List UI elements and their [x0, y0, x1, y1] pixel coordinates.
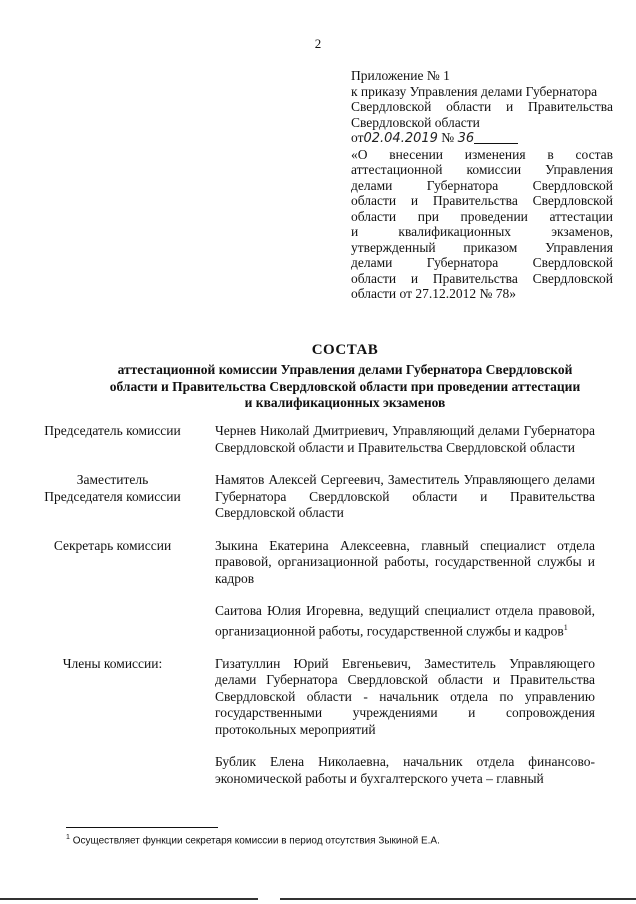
appendix-para-line: «О внесении изменения в состав [351, 146, 613, 162]
appendix-line-3: Свердловской области и Правительства [351, 99, 613, 114]
page-number: 2 [314, 36, 322, 51]
role-label: Заместитель Председателя комиссии [44, 472, 181, 504]
footnote-text: Осуществляет функции секретаря комиссии в период отсутствия Зыкиной Е.А. [72, 835, 440, 847]
footnote-mark: 1 [66, 834, 70, 841]
person-entry: Зыкина Екатерина Алексеевна, главный специалист отдела правовой, организационной работы, государственной службы и кадров [215, 537, 595, 586]
appendix-para-line: области и Правительства Свердловской [351, 193, 613, 208]
order-date-handwritten: 02.04.2019 [363, 131, 438, 146]
appendix-para-line: области при проведении аттестации [351, 208, 613, 224]
role-chairman [40, 423, 595, 456]
footnote [66, 834, 440, 846]
role-members [40, 655, 595, 788]
role-persons [215, 656, 595, 788]
scan-edge-line [280, 898, 636, 900]
role-secretary [40, 537, 595, 640]
role-label: Члены комиссии: [62, 655, 163, 671]
appendix-para-line: утвержденный приказом Управления [351, 239, 613, 255]
person-entry: Гизатуллин Юрий Евгеньевич, Заместитель Управляющего делами Губернатора Свердловской области и Правительства Свердловской области - начальник отдела по управлению государственными учреждениями и сопровождения протокольных мероприятий [215, 655, 595, 737]
appendix-title: Приложение № 1 [351, 68, 450, 83]
appendix-para-line: области и Правительства Свердловской [351, 270, 613, 286]
order-number-handwritten: 36 [457, 131, 475, 146]
appendix-order-ref: к приказу Управления делами Губернатора [351, 83, 598, 99]
role-persons [215, 472, 595, 522]
appendix-para-line: делами Губернатора Свердловской [351, 177, 613, 193]
document-subtitle-line: и квалификационных экзаменов [244, 395, 446, 410]
person-entry: Чернев Николай Дмитриевич, Управляющий делами Губернатора Свердловской области и Правительства Свердловской области [215, 423, 595, 455]
person-entry-with-footnote [215, 603, 595, 640]
order-prefix: от [351, 130, 364, 145]
document-heading [60, 342, 630, 412]
person-entry: Бублик Елена Николаевна, начальник отдела финансово-экономической работы и бухгалтерского учета – главный [215, 754, 595, 786]
order-date-line [351, 130, 613, 147]
appendix-last-line: области от 27.12.2012 № 78» [351, 286, 516, 301]
appendix-para-line: и квалификационных экзаменов, [351, 224, 613, 239]
role-label: Председатель комиссии [44, 423, 181, 438]
person-entry: Намятов Алексей Сергеевич, Заместитель Управляющего делами Губернатора Свердловской области и Правительства Свердловской области [215, 472, 595, 520]
order-no-label: № [441, 130, 455, 145]
document-title: СОСТАВ [311, 342, 379, 358]
document-subtitle-line: аттестационной комиссии Управления делами Губернатора Свердловской [117, 362, 573, 377]
commission-composition [40, 423, 595, 803]
footnote-reference: 1 [563, 622, 568, 632]
appendix-line-4: Свердловской области [351, 114, 480, 130]
role-deputy-chairman [40, 472, 595, 522]
appendix-para-line: делами Губернатора Свердловской [351, 255, 613, 270]
role-label: Секретарь комиссии [53, 537, 172, 553]
role-persons [215, 538, 595, 640]
footnote-separator [66, 827, 218, 828]
appendix-block [351, 68, 613, 302]
role-persons [215, 423, 595, 456]
order-underline [474, 143, 518, 144]
person-text: Саитова Юлия Игоревна, ведущий специалист отдела правовой, организационной работы, государственной службы и кадров [215, 603, 595, 638]
appendix-para-line: аттестационной комиссии Управления [351, 162, 613, 177]
document-subtitle-line: области и Правительства Свердловской области при проведении аттестации [109, 378, 581, 394]
scan-edge-line [0, 898, 258, 900]
